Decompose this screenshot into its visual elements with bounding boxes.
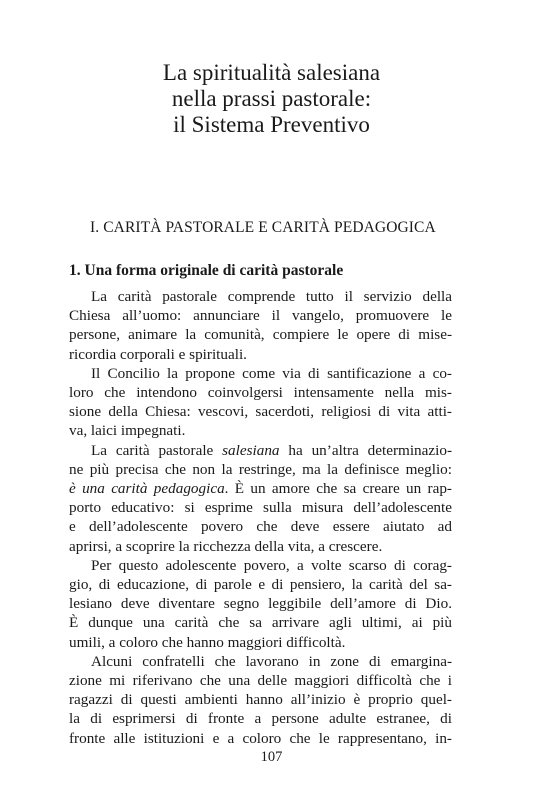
text-line: Chiesa all’uomo: annunciare il vangelo, promuovere le [69,307,452,325]
emphasis-text: salesiana [222,441,280,459]
body-text [69,287,452,748]
paragraph [69,287,452,364]
text-line: umili, a coloro che hanno maggiori difficoltà. [69,633,346,651]
text-line: loro che intendono coinvolgersi intensamente nella mis- [69,384,452,402]
section-heading: I. CARITÀ PASTORALE E CARITÀ PEDAGOGICA [90,219,436,236]
paragraph [69,364,452,441]
page-number: 107 [260,749,283,765]
paragraph [69,556,452,652]
text-line: persone, animare la comunità, compiere le opere di mise- [69,326,452,344]
text-line: Per questo adolescente povero, a volte scarso di corag- [91,556,452,574]
text-line: aprirsi, a scoprire la ricchezza della vita, a crescere. [69,537,383,555]
chapter-title [0,60,543,138]
text-line: va, laici impegnati. [69,422,186,440]
text-line: gio, di educazione, di parole e di pensiero, la carità del sa- [69,576,452,594]
text-line: lesiano deve diventare segno leggibile dell’amore di Dio. [69,595,452,613]
text-line: sione della Chiesa: vescovi, sacerdoti, religiosi di vita atti- [69,403,452,421]
text-line: ragazzi di questi ambienti hanno all’inizio è proprio quel- [69,691,452,709]
text-line: la di esprimersi di fronte a persone adulte estranee, di [69,710,452,728]
text-line: ne più precisa che non la restringe, ma la definisce meglio: [69,460,452,478]
text-line: La carità pastorale comprende tutto il servizio della [91,288,452,305]
text-line [69,441,452,460]
text-line: È dunque una carità che sa arrivare agli ultimi, ai più [69,614,452,632]
text-line: ricordia corporali e spirituali. [69,345,247,363]
text-line: e dell’adolescente povero che deve essere aiutato ad [69,518,452,536]
text-line: Il Concilio la propone come via di santificazione a co- [91,364,452,382]
text-line: porto educativo: si esprime sulla misura dell’adolescente [69,499,452,517]
text-run: . È un amore che sa creare un rap- [224,480,452,498]
chapter-title-line: il Sistema Preventivo [173,112,370,137]
text-line [69,479,452,498]
text-line: zione mi riferivano che una delle maggiori difficoltà che i [69,672,452,690]
text-run: La carità pastorale [91,441,223,459]
paragraph [69,652,452,748]
text-line: Alcuni confratelli che lavorano in zone di emargina- [91,652,452,670]
chapter-title-line: La spiritualità salesiana [162,60,381,85]
text-line: fronte alle istituzioni e a coloro che le rappresentano, in- [69,729,452,747]
text-run: ha un’altra determinazio- [279,441,452,459]
chapter-title-line: nella prassi pastorale: [171,86,372,111]
emphasis-text: è una carità pedagogica [69,480,225,498]
subsection-heading: 1. Una forma originale di carità pastorale [69,262,344,279]
paragraph [69,441,452,556]
